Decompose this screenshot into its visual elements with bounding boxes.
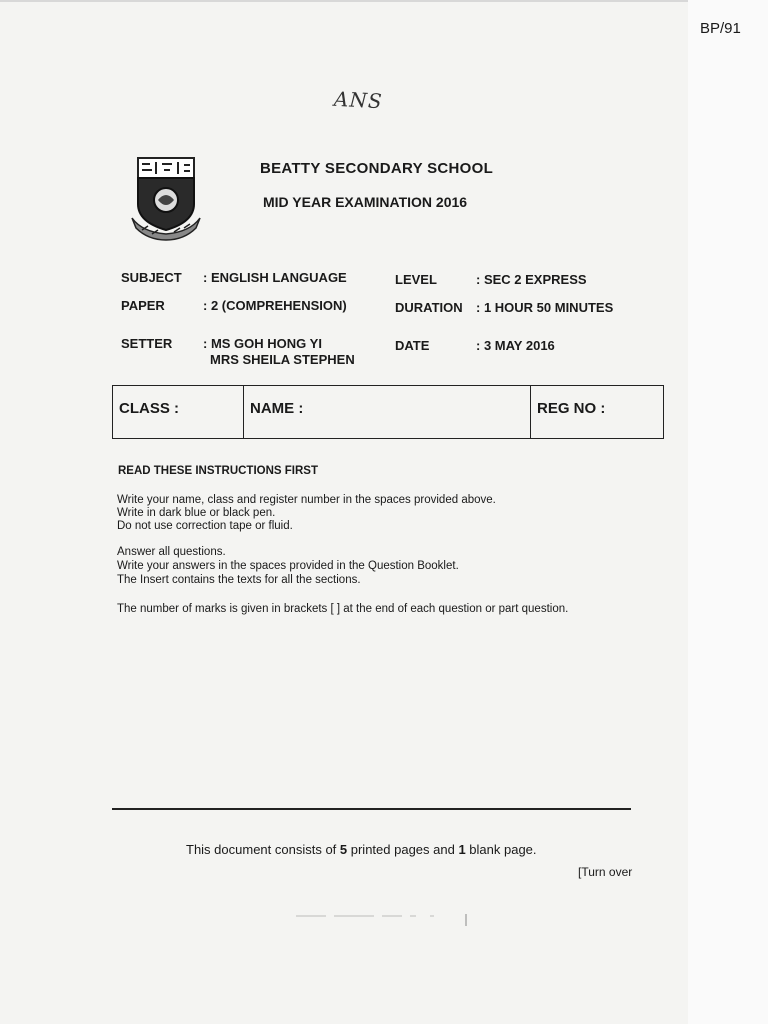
instruction-line: Write your name, class and register number in the spaces provided above. [117, 494, 496, 506]
printed-page-count: 5 [339, 842, 348, 857]
reg-no-field[interactable] [531, 386, 663, 438]
class-field[interactable] [113, 386, 244, 438]
class-label: CLASS : [119, 400, 179, 417]
page-count-note: This document consists of 5 printed pages and 1 blank page. [186, 842, 537, 857]
school-name: BEATTY SECONDARY SCHOOL [260, 160, 494, 177]
instruction-line: Answer all questions. [117, 546, 226, 558]
name-field[interactable] [244, 386, 531, 438]
setter-value-1: : MS GOH HONG YI [203, 336, 322, 351]
turn-over-note: [Turn over [578, 865, 633, 879]
instruction-line: The Insert contains the texts for all the sections. [117, 574, 361, 586]
instruction-line: The number of marks is given in brackets [ ] at the end of each question or part question. [117, 603, 569, 615]
setter-label: SETTER [121, 336, 173, 351]
instruction-line: Write in dark blue or black pen. [117, 507, 276, 519]
instruction-line: Do not use correction tape or fluid. [117, 520, 293, 532]
instruction-line: Write your answers in the spaces provided in the Question Booklet. [117, 560, 459, 572]
subject-value: : ENGLISH LANGUAGE [203, 270, 347, 285]
handwritten-annotation: ANS [333, 86, 384, 114]
duration-value: : 1 HOUR 50 MINUTES [476, 300, 614, 315]
name-label: NAME : [250, 400, 304, 417]
subject-label: SUBJECT [121, 270, 182, 285]
paper-value: : 2 (COMPREHENSION) [203, 298, 347, 313]
footer-rule [112, 808, 631, 810]
scan-specks [290, 912, 470, 928]
paper-label: PAPER [121, 298, 165, 313]
candidate-id-box [112, 385, 664, 439]
school-crest-logo [128, 156, 204, 242]
setter-value-2: MRS SHEILA STEPHEN [210, 352, 355, 367]
date-value: : 3 MAY 2016 [476, 338, 555, 353]
document-reference: BP/91 [700, 20, 741, 37]
instructions-heading: READ THESE INSTRUCTIONS FIRST [118, 465, 318, 477]
scan-top-edge [0, 0, 768, 2]
scan-margin [688, 0, 768, 1024]
exam-title: MID YEAR EXAMINATION 2016 [263, 194, 468, 210]
level-label: LEVEL [395, 272, 437, 287]
duration-label: DURATION [395, 300, 463, 315]
date-label: DATE [395, 338, 430, 353]
reg-no-label: REG NO : [537, 400, 606, 417]
level-value: : SEC 2 EXPRESS [476, 272, 587, 287]
blank-page-count: 1 [458, 842, 466, 857]
